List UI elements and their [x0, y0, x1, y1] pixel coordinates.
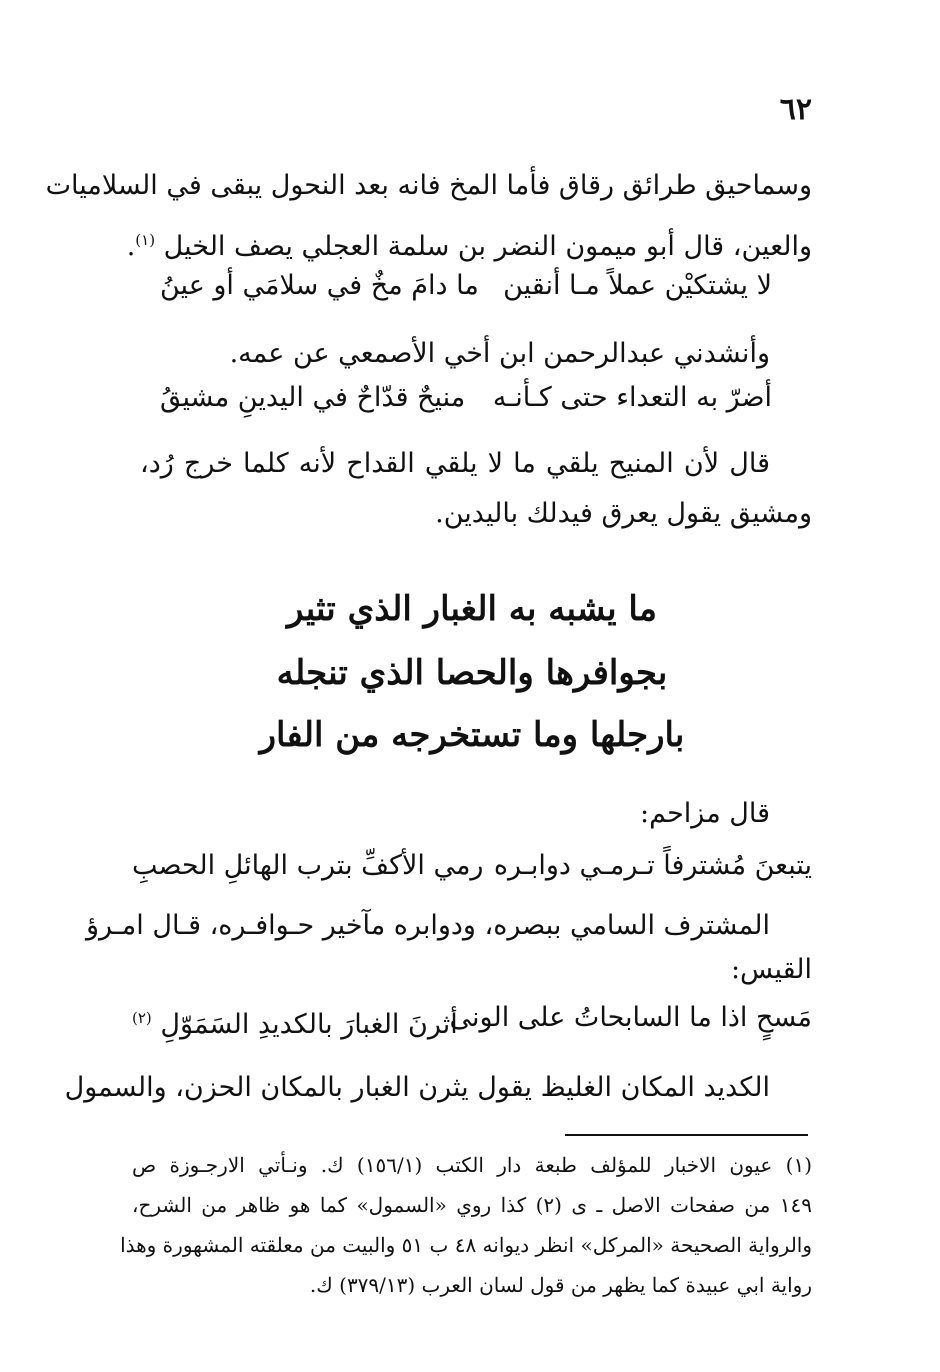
- verse: [132, 376, 812, 420]
- paragraph-line: قال مزاحم:: [640, 798, 770, 829]
- verse: [132, 996, 812, 1040]
- footnote-line: (١) عيون الاخبار للمؤلف طبعة دار الكتب (١٥٦/١) ك. ونـأتي الارجـوزة ص: [132, 1153, 812, 1177]
- verse-hemistich-first: يتبعنَ مُشترفاً تـرمـي دوابـره: [493, 850, 812, 881]
- paragraph-line: الكديد المكان الغليظ يقول يثرن الغبار بالمكان الحزن، والسمول: [64, 1072, 770, 1103]
- verse: [132, 264, 812, 308]
- section-heading-line: ما يشبه به الغبار الذي تثير: [287, 589, 657, 629]
- footnote-line: ١٤٩ من صفحات الاصل ـ ى (٢) كذا روي «السمول» كما هو ظاهر من الشرح،: [132, 1193, 812, 1217]
- verse-hemistich-first: مَسحٍ اذا ما السابحاتُ على الونى: [449, 1002, 812, 1033]
- paragraph-line: [126, 220, 812, 267]
- verse-hemistich-second: رمي الأكفِّ بترب الهائلِ الحصبِ: [132, 850, 484, 881]
- page-number: ٦٢: [779, 92, 812, 127]
- footnote-line: والرواية الصحيحة «المركل» انظر ديوانه ٤٨ ب ٥١ والبيت من معلقته المشهورة وهذا: [120, 1233, 812, 1257]
- paragraph-line: القيس:: [730, 954, 812, 985]
- paragraph-text: والعين، قال أبو ميمون النضر بن سلمة العجلي يصف الخيل: [163, 231, 812, 262]
- verse-hemistich-second: ما دامَ مخٌ في سلامَي أو عينُ: [160, 270, 479, 301]
- footnote-marker: (١): [135, 231, 156, 249]
- verse-hemistich-second: منيحٌ قدّاحٌ في اليدينِ مشيقُ: [160, 382, 466, 413]
- paragraph-line: قال لأن المنيح يلقي ما لا يلقي القداح لأنه كلما خرج رُد،: [140, 448, 770, 479]
- verse-hemistich-second: أثرنَ الغبارَ بالكديدِ السَمَوّلِ: [160, 1009, 458, 1040]
- section-heading-line: بارجلها وما تستخرجه من الفار: [259, 715, 685, 755]
- section-heading-line: بجوافرها والحصا الذي تنجله: [276, 653, 668, 693]
- verse-hemistich-first: أضرّ به التعداء حتى كـأنـه: [492, 382, 772, 413]
- period: .: [126, 231, 136, 262]
- footnote-marker: (٢): [132, 1009, 152, 1027]
- paragraph-line: وسماحيق طرائق رقاق فأما المخ فانه بعد النحول يبقى في السلاميات: [45, 170, 812, 201]
- footnote-line: رواية ابي عبيدة كما يظهر من قول لسان العرب (٣٧٩/١٣) ك.: [309, 1273, 812, 1297]
- footnote-separator: [565, 1134, 808, 1136]
- paragraph-line: المشترف السامي ببصره، ودوابره مآخير حـوافـره، قـال امـرؤ: [85, 910, 770, 941]
- verse-hemistich-first: لا يشتكيْن عملاً مـا أنقين: [503, 270, 772, 301]
- paragraph-line: ومشيق يقول يعرق فيدلك باليدين.: [435, 498, 812, 529]
- verse: [132, 844, 812, 888]
- paragraph-line: وأنشدني عبدالرحمن ابن أخي الأصمعي عن عمه.: [229, 338, 770, 369]
